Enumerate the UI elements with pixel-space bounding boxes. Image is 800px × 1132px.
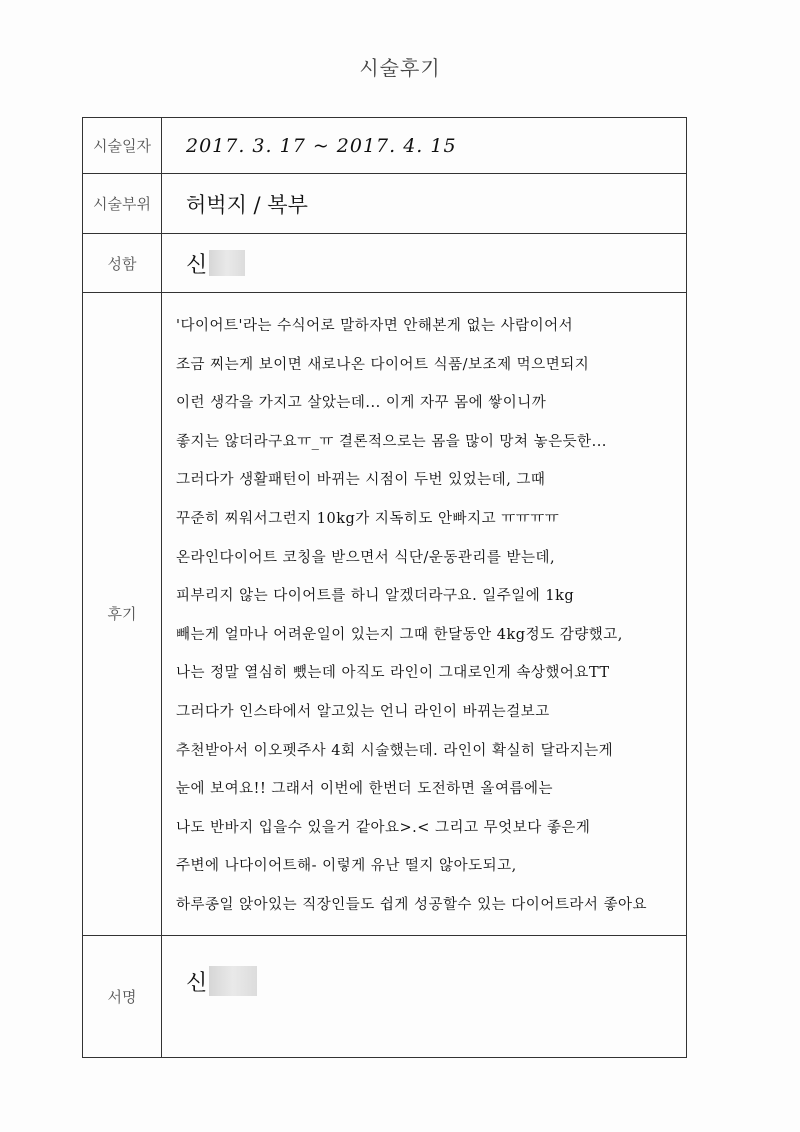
row-date	[83, 118, 687, 174]
row-review	[83, 293, 687, 936]
review-line: 이런 생각을 가지고 살았는데... 이게 자꾸 몸에 쌓이니까	[176, 395, 547, 412]
value-date: 2017. 3. 17 ~ 2017. 4. 15	[162, 118, 687, 174]
label-signature: 서명	[83, 935, 162, 1057]
value-name	[162, 234, 687, 293]
signature-initial: 신	[186, 970, 208, 996]
review-line: 꾸준히 찌워서그런지 10kg가 지독히도 안빠지고 ㅠㅠㅠㅠ	[176, 510, 560, 527]
row-name	[83, 234, 687, 293]
review-line: '다이어트'라는 수식어로 말하자면 안해본게 없는 사람이어서	[176, 318, 574, 334]
review-line: 피부리지 않는 다이어트를 하니 알겠더라구요. 일주일에 1kg	[176, 588, 575, 605]
document-title: 시술후기	[359, 56, 441, 80]
redacted-signature-blur	[209, 966, 257, 996]
label-site: 시술부위	[83, 174, 162, 234]
review-line: 그러다가 생활패턴이 바뀌는 시점이 두번 있었는데, 그때	[176, 472, 546, 489]
value-site: 허벅지 / 복부	[162, 174, 687, 234]
value-signature	[162, 935, 687, 1057]
row-signature	[83, 935, 687, 1057]
row-site	[83, 174, 687, 234]
review-line: 눈에 보여요!! 그래서 이번에 한번더 도전하면 올여름에는	[176, 781, 553, 798]
review-line: 하루종일 앉아있는 직장인들도 쉽게 성공할수 있는 다이어트라서 좋아요	[176, 896, 647, 913]
review-line: 조금 찌는게 보이면 새로나온 다이어트 식품/보조제 먹으면되지	[176, 356, 590, 373]
label-name: 성함	[83, 234, 162, 293]
value-review	[162, 293, 687, 936]
review-line: 좋지는 않더라구요ㅠ_ㅠ 결론적으로는 몸을 많이 망쳐 놓은듯한...	[176, 433, 607, 450]
review-line: 그러다가 인스타에서 알고있는 언니 라인이 바뀌는걸보고	[176, 703, 550, 720]
name-initial: 신	[186, 252, 208, 278]
label-review: 후기	[83, 293, 162, 936]
review-line: 나는 정말 열심히 뺐는데 아직도 라인이 그대로인게 속상했어요TT	[176, 665, 610, 682]
label-date: 시술일자	[83, 118, 162, 174]
redacted-name-blur	[209, 250, 245, 276]
review-line: 온라인다이어트 코칭을 받으면서 식단/운동관리를 받는데,	[176, 549, 556, 566]
review-line: 나도 반바지 입을수 있을거 같아요>.< 그리고 무엇보다 좋은게	[176, 819, 591, 836]
review-line: 빼는게 얼마나 어려운일이 있는지 그때 한달동안 4kg정도 감량했고,	[176, 626, 623, 643]
review-line: 주변에 나다이어트해- 이렇게 유난 떨지 않아도되고,	[176, 858, 517, 875]
review-form-table	[82, 117, 687, 1058]
review-line: 추천받아서 이오펫주사 4회 시술했는데. 라인이 확실히 달라지는게	[176, 742, 614, 759]
